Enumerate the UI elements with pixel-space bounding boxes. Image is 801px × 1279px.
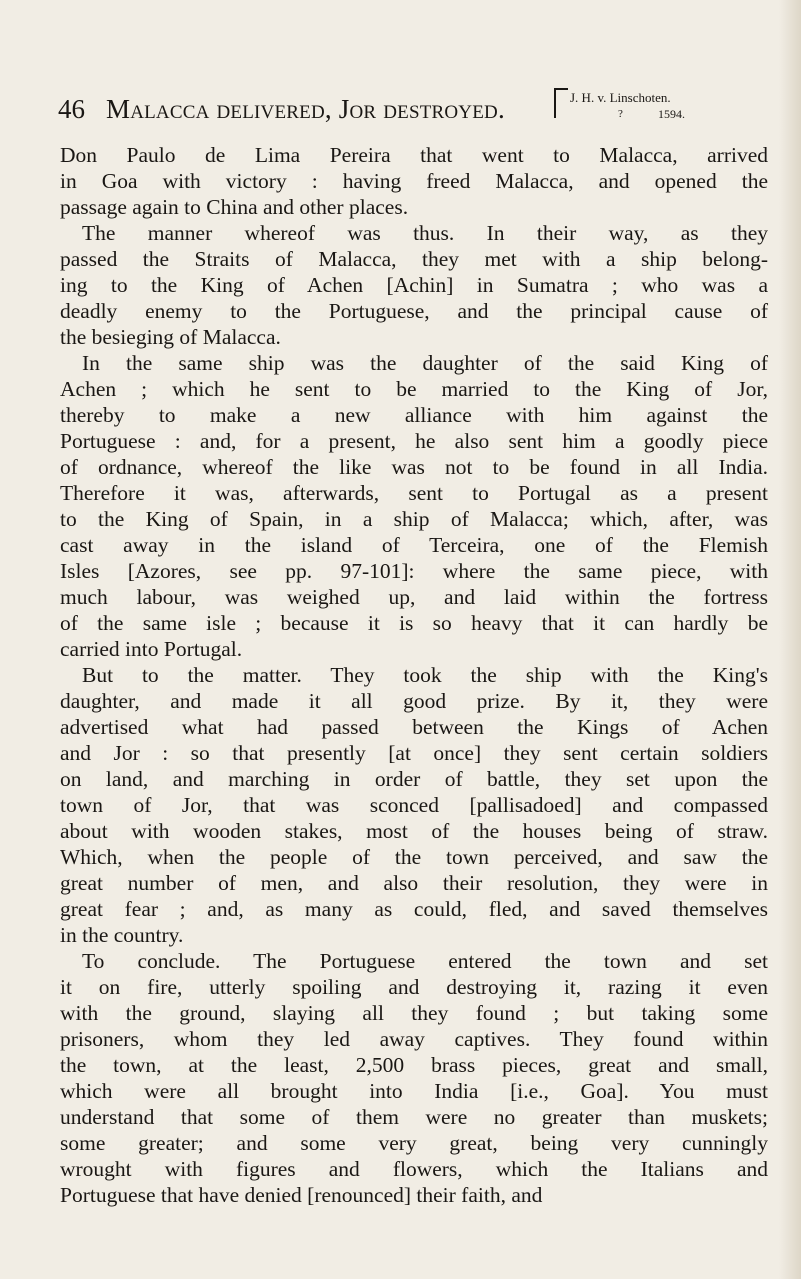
text-line: advertised what had passed between the Kings of Achen — [60, 715, 768, 739]
author-note: J. H. v. Linschoten. — [570, 90, 671, 105]
text-line: some greater; and some very great, being very cunningly — [60, 1131, 768, 1155]
text-line: The manner whereof was thus. In their way, as they — [82, 221, 768, 245]
text-line: in the country. — [60, 923, 184, 947]
text-line: Portuguese that have denied [renounced] their faith, and — [60, 1183, 543, 1207]
text-line: it on fire, utterly spoiling and destroying it, razing it even — [60, 975, 768, 999]
page-edge-shadow — [779, 0, 801, 1279]
text-line: prisoners, whom they led away captives. They found within — [60, 1027, 768, 1051]
text-line: wrought with figures and flowers, which the Italians and — [60, 1157, 768, 1181]
page-number: 46 — [58, 94, 85, 124]
text-line: on land, and marching in order of battle, they set upon the — [60, 767, 768, 791]
text-line: in Goa with victory : having freed Malacca, and opened the — [60, 169, 768, 193]
text-line: which were all brought into India [i.e., Goa]. You must — [60, 1079, 768, 1103]
text-line: town of Jor, that was sconced [pallisadoed] and compassed — [60, 793, 768, 817]
year-note: 1594. — [658, 107, 685, 121]
text-line: To conclude. The Portuguese entered the town and set — [82, 949, 768, 973]
body-text — [60, 142, 768, 1208]
text-line: passed the Straits of Malacca, they met with a ship belong- — [60, 247, 768, 271]
running-header — [58, 88, 770, 128]
text-line: great number of men, and also their resolution, they were in — [60, 871, 768, 895]
text-line: and Jor : so that presently [at once] they sent certain soldiers — [60, 741, 768, 765]
text-line: of ordnance, whereof the like was not to be found in all India. — [60, 455, 768, 479]
text-line: In the same ship was the daughter of the said King of — [82, 351, 768, 375]
text-line: daughter, and made it all good prize. By it, they were — [60, 689, 768, 713]
text-line: ing to the King of Achen [Achin] in Sumatra ; who was a — [60, 273, 768, 297]
text-line: the besieging of Malacca. — [60, 325, 281, 349]
text-line: of the same isle ; because it is so heavy that it can hardly be — [60, 611, 768, 635]
text-line: much labour, was weighed up, and laid within the fortress — [60, 585, 768, 609]
text-line: with the ground, slaying all they found ; but taking some — [60, 1001, 768, 1025]
text-line: great fear ; and, as many as could, fled, and saved themselves — [60, 897, 768, 921]
text-line: deadly enemy to the Portuguese, and the principal cause of — [60, 299, 768, 323]
running-title: Malacca delivered, Jor destroyed. — [106, 94, 505, 124]
text-line: the town, at the least, 2,500 brass pieces, great and small, — [60, 1053, 768, 1077]
text-line: carried into Portugal. — [60, 637, 243, 661]
text-line: to the King of Spain, in a ship of Malacca; which, after, was — [60, 507, 768, 531]
header-bracket — [554, 88, 568, 118]
text-line: Which, when the people of the town perceived, and saw the — [60, 845, 768, 869]
text-line: But to the matter. They took the ship with the King's — [82, 663, 768, 687]
text-line: Therefore it was, afterwards, sent to Portugal as a present — [60, 481, 768, 505]
text-line: thereby to make a new alliance with him against the — [60, 403, 768, 427]
text-line: Achen ; which he sent to be married to the King of Jor, — [60, 377, 768, 401]
text-line: Portuguese : and, for a present, he also sent him a goodly piece — [60, 429, 768, 453]
query-mark: ? — [618, 108, 623, 120]
text-line: Don Paulo de Lima Pereira that went to Malacca, arrived — [60, 143, 768, 167]
text-line: cast away in the island of Terceira, one of the Flemish — [60, 533, 768, 557]
text-line: understand that some of them were no greater than muskets; — [60, 1105, 768, 1129]
text-line: passage again to China and other places. — [60, 195, 409, 219]
text-line: Isles [Azores, see pp. 97-101]: where the same piece, with — [60, 559, 768, 583]
text-line: about with wooden stakes, most of the houses being of straw. — [60, 819, 768, 843]
